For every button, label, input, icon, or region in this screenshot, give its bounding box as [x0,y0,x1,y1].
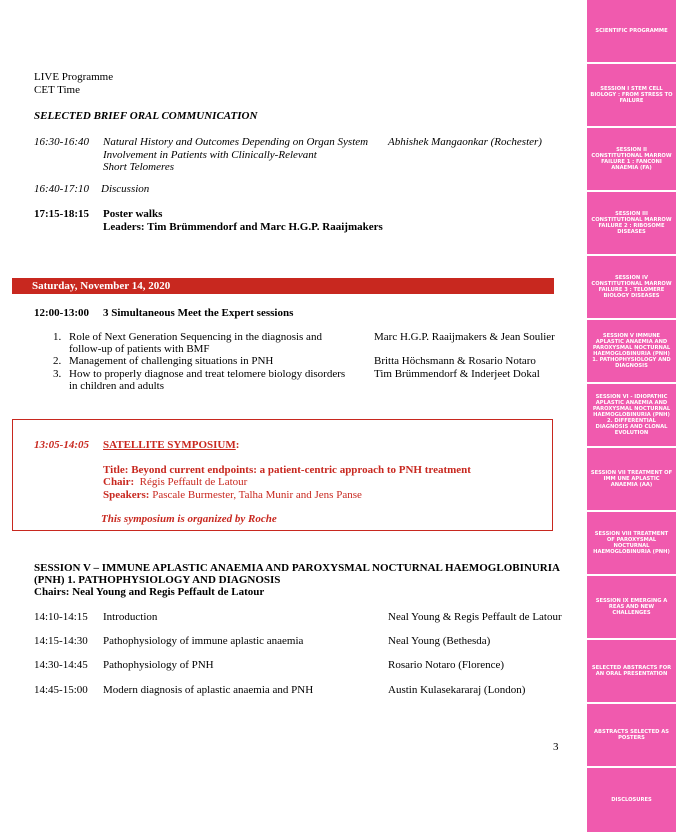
discussion-time: 16:40-17:10 [34,183,89,195]
oral-time: 16:30-16:40 [34,136,89,148]
meet-item-num: 2. [53,355,62,367]
meet-item-line: How to properly diagnose and treat telomere biology disorders [69,368,346,380]
oral-title-2: Involvement in Patients with Clinically-Relevant [103,149,317,161]
satellite-title: Title: Beyond current endpoints: a patient-centric approach to PNH treatment [103,464,471,476]
sidebar-item-selected-abstracts[interactable]: SELECTED ABSTRACTS FOR AN ORAL PRESENTATION [587,640,676,702]
poster-leaders: Leaders: Tim Brümmendorf and Marc H.G.P. Raaijmakers [103,221,383,233]
meet-item-speakers: Tim Brümmendorf & Inderjeet Dokal [374,368,540,380]
day-banner [12,278,554,294]
talk-title: Pathophysiology of immune aplastic anaemia [103,635,304,647]
satellite-colon: : [235,439,240,451]
talk-time: 14:30-14:45 [34,659,88,671]
meet-item-speakers: Britta Höchsmann & Rosario Notaro [374,355,536,367]
talk-title: Introduction [103,611,158,623]
meet-item-line: in children and adults [69,380,165,392]
programme-label: LIVE Programme [34,71,114,83]
meet-label: 3 Simultaneous Meet the Expert sessions [103,307,294,319]
sidebar-item-session-4[interactable]: SESSION IV CONSTITUTIONAL MARROW FAILURE 3 : TELOMERE BIOLOGY DISEASES [587,256,676,318]
satellite-chair-name: Régis Peffault de Latour [139,476,248,488]
meet-time: 12:00-13:00 [34,307,89,319]
sidebar-item-session-7[interactable]: SESSION VII TREATMENT OF IMM UNE APLASTIC ANAEMIA (AA) [587,448,676,510]
session-chairs: Chairs: Neal Young and Regis Peffault de Latour [34,586,265,598]
meet-item-speakers: Marc H.G.P. Raaijmakers & Jean Soulier [374,331,555,343]
satellite-chair-label: Chair: [103,476,135,488]
talk-speaker: Austin Kulasekararaj (London) [388,684,526,696]
meet-item-num: 1. [53,331,62,343]
meet-item-line: Role of Next Generation Sequencing in the diagnosis and [69,331,322,343]
section-title: SELECTED BRIEF ORAL COMMUNICATION [34,110,258,122]
sidebar-item-session-5[interactable]: SESSION V IMMUNE APLASTIC ANAEMIA AND PAROXYSMAL NOCTURNAL HAEMOGLOBINURIA (PNH) 1. PATHOPHYSIOLOGY AND DIAGNOSIS [587,320,676,382]
talk-title: Pathophysiology of PNH [103,659,214,671]
talk-time: 14:45-15:00 [34,684,88,696]
talk-speaker: Neal Young (Bethesda) [388,635,491,647]
satellite-speakers-line [103,489,362,501]
discussion-label: Discussion [101,183,150,195]
talk-time: 14:10-14:15 [34,611,88,623]
sidebar-item-scientific-programme[interactable]: SCIENTIFIC PROGRAMME [587,0,676,62]
meet-item-line: follow-up of patients with BMF [69,343,210,355]
satellite-speakers-names: Pascale Burmester, Talha Munir and Jens Panse [152,489,362,501]
poster-time: 17:15-18:15 [34,208,89,220]
talk-title: Modern diagnosis of aplastic anaemia and PNH [103,684,314,696]
satellite-time: 13:05-14:05 [34,439,89,451]
oral-title-3: Short Telomeres [103,161,174,173]
satellite-label: SATELLITE SYMPOSIUM [103,439,236,451]
talk-speaker: Rosario Notaro (Florence) [388,659,505,671]
sidebar-nav [587,0,676,832]
oral-title-1: Natural History and Outcomes Depending on Organ System [103,136,369,148]
sidebar-item-session-1[interactable]: SESSION I STEM CELL BIOLOGY : FROM STRESS TO FAILURE [587,64,676,126]
timezone-label: CET Time [34,84,80,96]
meet-item-num: 3. [53,368,62,380]
satellite-chair-line [103,476,247,488]
sidebar-item-session-9[interactable]: SESSION IX EMERGING A REAS AND NEW CHALLENGES [587,576,676,638]
satellite-speakers-label: Speakers: [103,489,150,501]
satellite-label-wrap [103,439,239,451]
day-banner-text: Saturday, November 14, 2020 [32,280,171,292]
poster-label: Poster walks [103,208,163,220]
oral-speaker: Abhishek Mangaonkar (Rochester) [388,136,542,148]
sidebar-item-disclosures[interactable]: DISCLOSURES [587,768,676,832]
meet-item-line: Management of challenging situations in PNH [69,355,274,367]
satellite-organized: This symposium is organized by Roche [101,513,277,525]
session-title-1: SESSION V – IMMUNE APLASTIC ANAEMIA AND PAROXYSMAL NOCTURNAL HAEMOGLOBINURIA [34,562,560,574]
talk-speaker: Neal Young & Regis Peffault de Latour [388,611,562,623]
talk-time: 14:15-14:30 [34,635,88,647]
sidebar-item-session-3[interactable]: SESSION III CONSTITUTIONAL MARROW FAILURE 2 : RIBOSOME DISEASES [587,192,676,254]
session-title-2: (PNH) 1. PATHOPHYSIOLOGY AND DIAGNOSIS [34,574,281,586]
page-number: 3 [553,741,559,753]
sidebar-item-session-6[interactable]: SESSION VI - IDIOPATHIC APLASTIC ANAEMIA AND PAROXYSMAL NOCTURNAL HAEMOGLOBINURIA (PNH) 2. DIFFERENTIAL DIAGNOSIS AND CLONAL EVOLUTION [587,384,676,446]
sidebar-item-session-8[interactable]: SESSION VIII TREATMENT OF PAROXYSMAL NOCTURNAL HAEMOGLOBINURIA (PNH) [587,512,676,574]
sidebar-item-session-2[interactable]: SESSION II CONSTITUTIONAL MARROW FAILURE 1 : FANCONI ANAEMIA (FA) [587,128,676,190]
sidebar-item-posters[interactable]: ABSTRACTS SELECTED AS POSTERS [587,704,676,766]
